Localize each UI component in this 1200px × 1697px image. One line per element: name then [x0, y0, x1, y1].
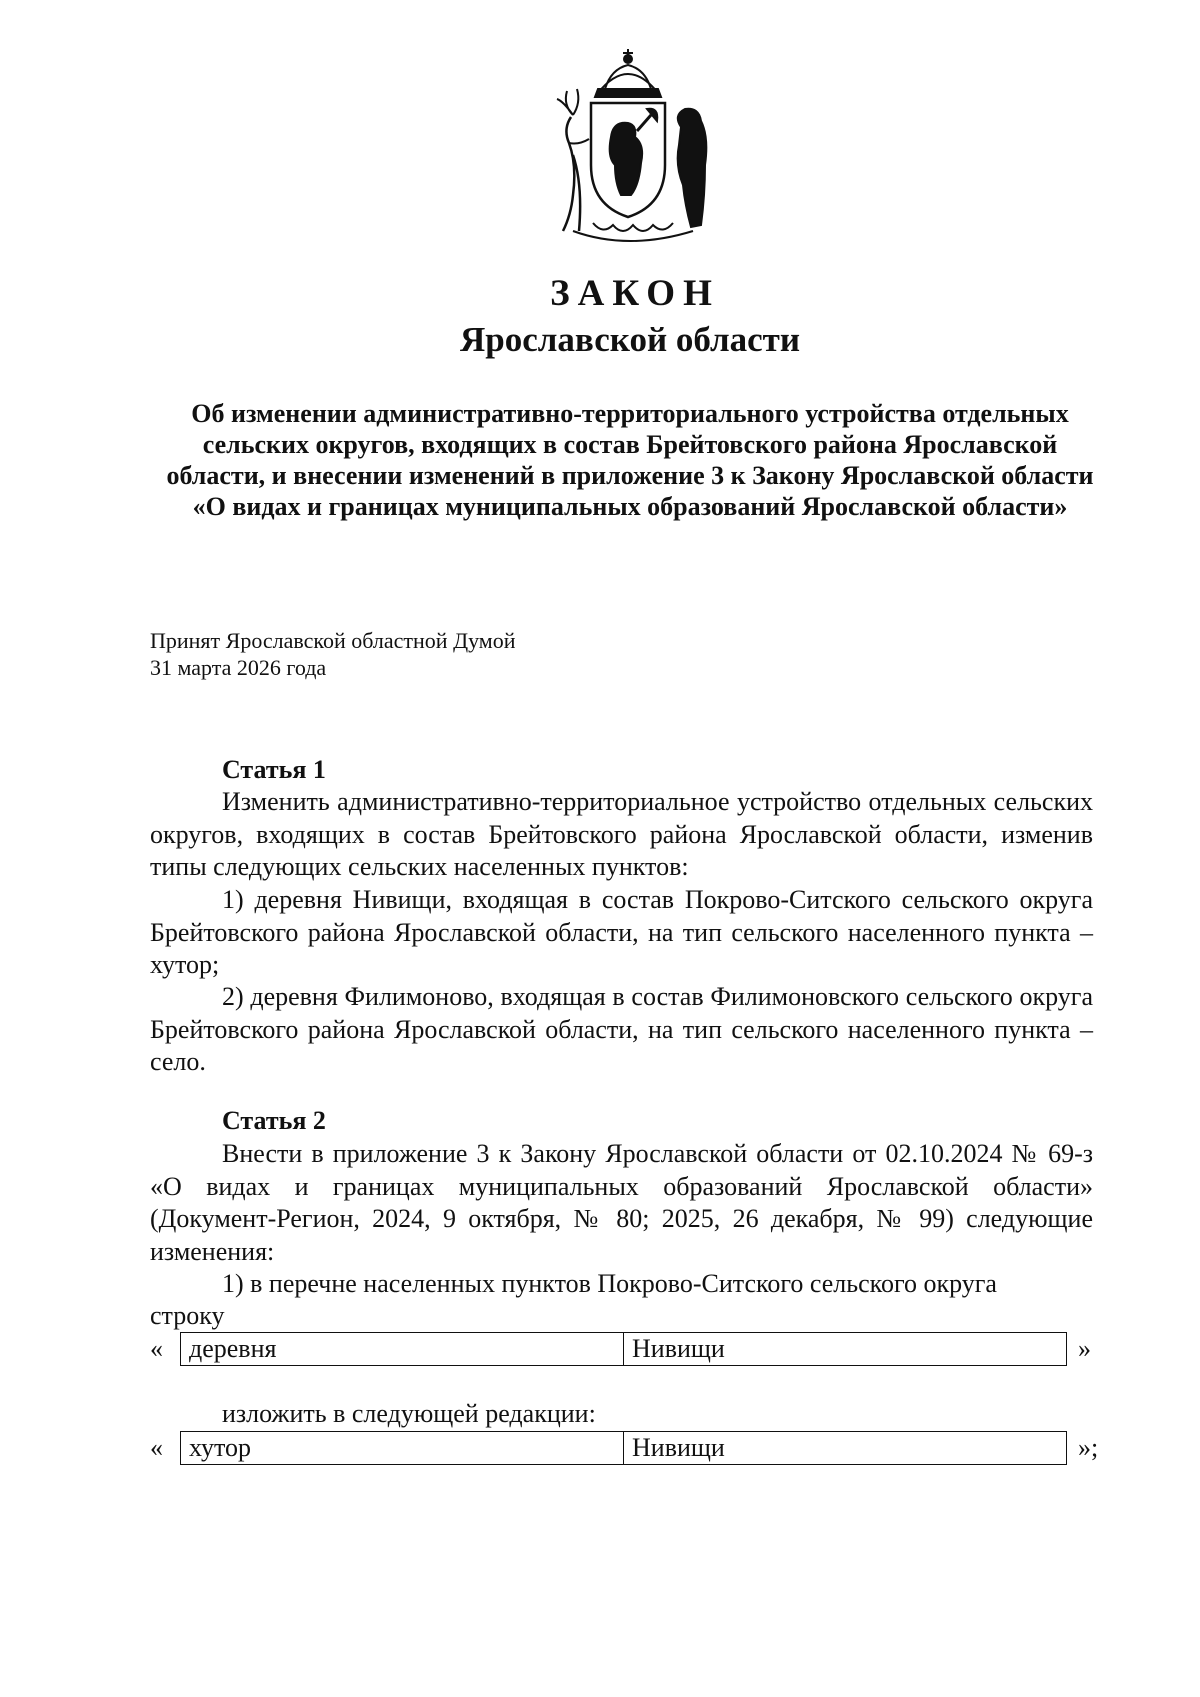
- new-row-name: Нивищи: [632, 1433, 725, 1462]
- article-2-intro: Внести в приложение 3 к Закону Ярославской области от 02.10.2024 № 69-з «О видах и границах муниципальных образований Ярославской области» (Документ-Регион, 2024, 9 октября, № 80; 2025, 26 декабря, № 99) следующие изменения:: [150, 1139, 1093, 1266]
- old-row-open-quote: «: [150, 1334, 163, 1363]
- coat-of-arms-emblem: [533, 45, 723, 245]
- article-2-heading: Статья 2: [222, 1106, 326, 1135]
- old-row-close-quote: »: [1078, 1334, 1091, 1363]
- new-row-close-quote: »;: [1078, 1433, 1099, 1462]
- document-region: Ярославской области: [459, 320, 801, 359]
- new-row-table: [180, 1431, 1067, 1465]
- old-row-name: Нивищи: [632, 1334, 725, 1363]
- article-1-item-2: 2) деревня Филимоново, входящая в состав Филимоновского сельского округа Брейтовского района Ярославской области, на тип сельского населенного пункта – село.: [150, 982, 1093, 1076]
- old-row-type: деревня: [181, 1333, 624, 1365]
- replace-label: изложить в следующей редакции:: [222, 1399, 596, 1428]
- adoption-body: Принят Ярославской областной Думой: [150, 628, 516, 653]
- article-1-item-1: 1) деревня Нивищи, входящая в состав Покрово-Ситского сельского округа Брейтовского района Ярославской области, на тип сельского населенного пункта – хутор;: [150, 885, 1093, 979]
- new-row-type: хутор: [181, 1432, 624, 1464]
- adoption-date: 31 марта 2026 года: [150, 655, 327, 680]
- new-row-open-quote: «: [150, 1433, 163, 1462]
- article-2-item-1-continuation: строку: [150, 1301, 225, 1330]
- article-1-heading: Статья 1: [222, 755, 326, 784]
- document-title: Об изменении административно-территориального устройства отдельных сельских округов, входящих в состав Брейтовского района Ярославской области, и внесении изменений в приложение 3 к Закону Ярославской области «О видах и границах муниципальных образований Ярославской области»: [166, 399, 1094, 521]
- article-2-item-1: 1) в перечне населенных пунктов Покрово-Ситского сельского округа: [222, 1269, 997, 1298]
- document-type: ЗАКОН: [550, 273, 720, 314]
- adoption-block: [150, 627, 516, 681]
- old-row-table: [180, 1332, 1067, 1366]
- article-1-intro: Изменить административно-территориальное устройство отдельных сельских округов, входящих в состав Брейтовского района Ярославской области, изменив типы следующих сельских населенных пунктов:: [150, 787, 1093, 881]
